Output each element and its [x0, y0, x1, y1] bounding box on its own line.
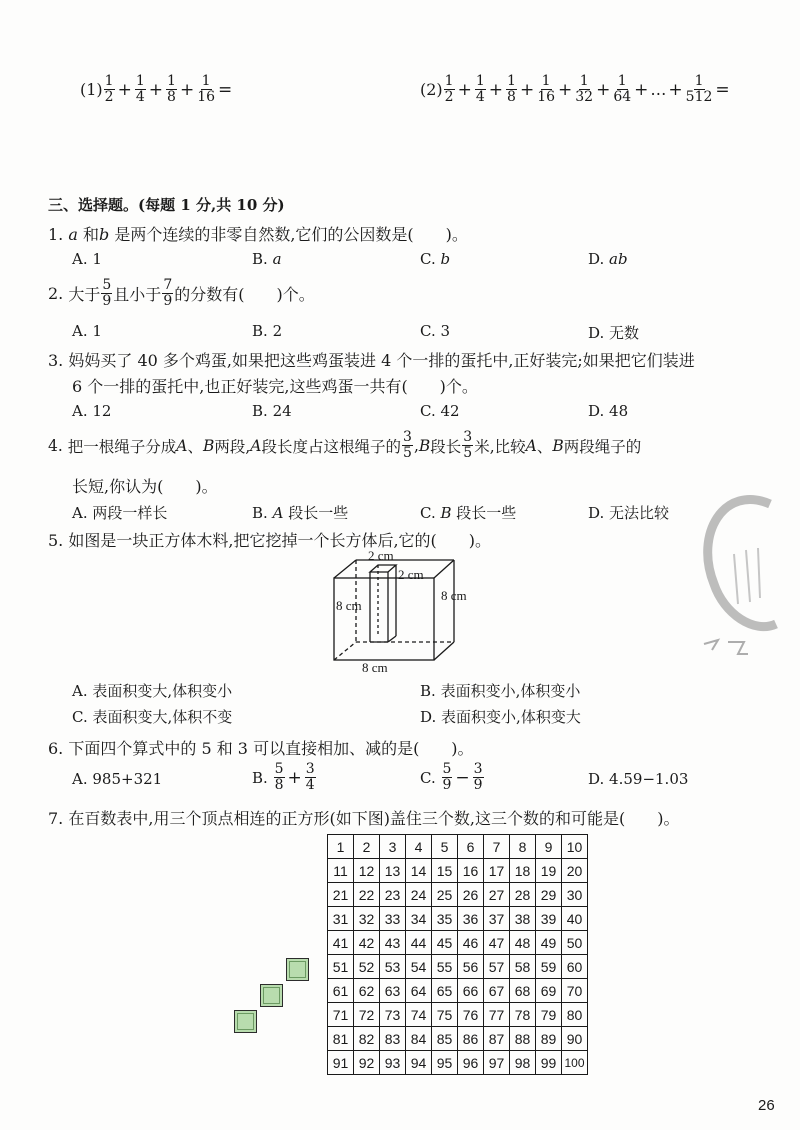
numerator: 1 — [135, 73, 145, 89]
question-text: 下面四个算式中的 5 和 3 可以直接相加、减的是( )。 — [68, 739, 474, 758]
fraction — [135, 74, 146, 105]
q5-option-a[interactable]: A. 表面积变大,体积变小 — [72, 682, 233, 700]
grid-cell: 24 — [406, 883, 432, 907]
fraction — [197, 74, 215, 105]
grid-cell: 75 — [432, 1003, 458, 1027]
q3-option-a[interactable]: A. 12 — [72, 402, 112, 420]
plus-sign: + — [179, 79, 195, 100]
fraction: $\frac{3}{4}$ — [305, 761, 315, 793]
numerator: 1 — [617, 73, 627, 89]
grid-cell: 61 — [328, 979, 354, 1003]
denominator: 512 — [685, 89, 713, 105]
fraction — [475, 74, 486, 105]
grid-cell: 14 — [406, 859, 432, 883]
question-number: 6. — [48, 739, 64, 758]
grid-cell: 3 — [380, 835, 406, 859]
var-a: a — [68, 225, 78, 244]
grid-row — [328, 859, 588, 883]
q4-option-b[interactable]: B. A 段长一些 — [252, 504, 349, 522]
grid-cell: 2 — [354, 835, 380, 859]
grid-cell: 46 — [458, 931, 484, 955]
fraction: $\frac{5}{9}$ — [442, 761, 452, 793]
plus-sign: + — [634, 79, 649, 100]
q2-option-a[interactable]: A. 1 — [72, 322, 102, 340]
question-4-line-2: 长短,你认为( )。 — [72, 477, 218, 496]
fraction — [537, 74, 555, 105]
q1-option-d[interactable]: D. ab — [588, 250, 628, 268]
denominator: 2 — [444, 89, 454, 105]
grid-cell: 39 — [536, 907, 562, 931]
grid-cell: 98 — [510, 1051, 536, 1075]
grid-cell: 58 — [510, 955, 536, 979]
grid-cell: 18 — [510, 859, 536, 883]
grid-cell: 43 — [380, 931, 406, 955]
denominator: 4 — [135, 89, 145, 105]
fraction — [613, 74, 631, 105]
plus-sign: + — [148, 79, 164, 100]
q6-option-d[interactable]: D. 4.59−1.03 — [588, 770, 689, 788]
plus-sign: + — [488, 79, 504, 100]
grid-cell: 84 — [406, 1027, 432, 1051]
grid-row — [328, 1003, 588, 1027]
section-title: 三、选择题。(每题 1 分,共 10 分) — [48, 196, 285, 214]
grid-cell: 27 — [484, 883, 510, 907]
fraction: $\frac{7}{9}$ — [163, 277, 173, 309]
question-7 — [48, 806, 680, 829]
grid-cell: 37 — [484, 907, 510, 931]
question-number: 7. — [48, 809, 64, 828]
plus-sign: + — [519, 79, 535, 100]
grid-cell: 80 — [562, 1003, 588, 1027]
grid-cell: 92 — [354, 1051, 380, 1075]
q4-option-c[interactable]: C. B 段长一些 — [420, 504, 517, 522]
ellipsis: … — [650, 80, 667, 99]
fraction: $\frac{3}{5}$ — [403, 429, 412, 461]
grid-cell: 6 — [458, 835, 484, 859]
question-text: 在百数表中,用三个顶点相连的正方形(如下图)盖住三个数,这三个数的和可能是( )。 — [68, 809, 680, 828]
question-text: 是两个连续的非零自然数,它们的公因数是( )。 — [109, 225, 468, 244]
grid-cell: 22 — [354, 883, 380, 907]
numerator: 1 — [541, 73, 551, 89]
fraction: $\frac{3}{5}$ — [463, 429, 473, 461]
question-text: 和 — [77, 225, 99, 244]
fraction — [104, 74, 115, 105]
numerator: 1 — [201, 73, 211, 89]
fraction: $\frac{3}{9}$ — [473, 761, 483, 793]
var-b: b — [99, 225, 110, 244]
grid-cell: 34 — [406, 907, 432, 931]
question-3 — [48, 348, 695, 371]
grid-cell: 99 — [536, 1051, 562, 1075]
grid-cell: 20 — [562, 859, 588, 883]
grid-cell: 32 — [354, 907, 380, 931]
q1-option-b[interactable]: B. a — [252, 250, 282, 268]
grid-row — [328, 955, 588, 979]
numerator: 1 — [104, 73, 114, 89]
grid-cell: 97 — [484, 1051, 510, 1075]
grid-cell: 9 — [536, 835, 562, 859]
grid-cell: 5 — [432, 835, 458, 859]
fraction: $\frac{5}{9}$ — [102, 277, 112, 309]
question-3-line-2: 6 个一排的蛋托中,也正好装完,这些鸡蛋一共有( )个。 — [72, 377, 478, 396]
grid-cell: 33 — [380, 907, 406, 931]
q4-option-d[interactable]: D. 无法比较 — [588, 504, 670, 522]
calc-2-label: (2) — [420, 80, 443, 99]
grid-cell: 67 — [484, 979, 510, 1003]
grid-cell: 51 — [328, 955, 354, 979]
grid-cell: 66 — [458, 979, 484, 1003]
grid-cell: 23 — [380, 883, 406, 907]
q3-option-b[interactable]: B. 24 — [252, 402, 292, 420]
question-text: 如图是一块正方体木料,把它挖掉一个长方体后,它的( )。 — [68, 531, 492, 550]
q5-option-c[interactable]: C. 表面积变大,体积不变 — [72, 708, 233, 726]
calc-problem-2 — [420, 74, 732, 105]
q5-option-b[interactable]: B. 表面积变小,体积变小 — [420, 682, 581, 700]
calc-problem-1 — [80, 74, 234, 105]
question-6 — [48, 736, 474, 759]
green-square-top — [286, 958, 309, 981]
grid-cell: 25 — [432, 883, 458, 907]
grid-cell: 81 — [328, 1027, 354, 1051]
hundred-chart — [327, 834, 588, 1075]
grid-cell: 55 — [432, 955, 458, 979]
page-number: 26 — [758, 1097, 775, 1114]
dim-right: 8 cm — [441, 588, 467, 603]
fraction — [575, 74, 593, 105]
grid-cell: 28 — [510, 883, 536, 907]
fraction — [444, 74, 455, 105]
calc-1-label: (1) — [80, 80, 103, 99]
plus-sign: + — [668, 79, 683, 100]
grid-cell: 65 — [432, 979, 458, 1003]
grid-cell: 57 — [484, 955, 510, 979]
plus-sign: + — [596, 79, 611, 100]
grid-cell: 21 — [328, 883, 354, 907]
grid-row — [328, 883, 588, 907]
grid-cell: 89 — [536, 1027, 562, 1051]
grid-cell: 60 — [562, 955, 588, 979]
grid-cell: 53 — [380, 955, 406, 979]
grid-row — [328, 931, 588, 955]
question-number: 4. — [48, 436, 63, 455]
grid-cell: 10 — [562, 835, 588, 859]
equals-sign: = — [715, 79, 730, 100]
grid-cell: 30 — [562, 883, 588, 907]
grid-cell: 35 — [432, 907, 458, 931]
denominator: 64 — [613, 89, 632, 105]
grid-cell: 79 — [536, 1003, 562, 1027]
denominator: 8 — [507, 89, 516, 105]
grid-cell: 94 — [406, 1051, 432, 1075]
grid-cell: 72 — [354, 1003, 380, 1027]
numerator: 1 — [444, 73, 454, 89]
question-text: 妈妈买了 40 多个鸡蛋,如果把这些鸡蛋装进 4 个一排的蛋托中,正好装完;如果把它们装进 — [68, 351, 695, 370]
grid-cell: 52 — [354, 955, 380, 979]
grid-cell: 11 — [328, 859, 354, 883]
q3-option-c[interactable]: C. 42 — [420, 402, 460, 420]
grid-cell: 13 — [380, 859, 406, 883]
fraction — [166, 74, 177, 105]
grid-cell: 29 — [536, 883, 562, 907]
question-text: 且小于 — [113, 285, 162, 304]
grid-cell: 91 — [328, 1051, 354, 1075]
plus-sign: + — [457, 79, 472, 100]
grid-cell: 38 — [510, 907, 536, 931]
question-text: 的分数有( )个。 — [174, 285, 315, 304]
grid-cell: 83 — [380, 1027, 406, 1051]
plus-sign: + — [117, 79, 132, 100]
grid-cell: 85 — [432, 1027, 458, 1051]
grid-cell: 71 — [328, 1003, 354, 1027]
grid-row — [328, 979, 588, 1003]
dim-small-side: 2 cm — [398, 567, 424, 582]
grid-cell: 15 — [432, 859, 458, 883]
denominator: 4 — [475, 89, 485, 105]
fraction: $\frac{5}{8}$ — [274, 761, 284, 793]
grid-cell: 41 — [328, 931, 354, 955]
q2-option-d[interactable]: D. 无数 — [588, 324, 640, 342]
grid-cell: 40 — [562, 907, 588, 931]
grid-cell: 44 — [406, 931, 432, 955]
grid-cell: 49 — [536, 931, 562, 955]
grid-row — [328, 1027, 588, 1051]
q4-option-a[interactable]: A. 两段一样长 — [72, 504, 168, 522]
grid-cell: 26 — [458, 883, 484, 907]
question-number: 3. — [48, 351, 64, 370]
q5-option-d[interactable]: D. 表面积变小,体积变大 — [420, 708, 581, 726]
equals-sign: = — [218, 79, 233, 100]
question-number: 2. — [48, 284, 64, 303]
grid-cell: 7 — [484, 835, 510, 859]
grid-cell: 56 — [458, 955, 484, 979]
grid-cell: 8 — [510, 835, 536, 859]
grid-cell: 64 — [406, 979, 432, 1003]
denominator: 16 — [197, 89, 216, 105]
question-number: 1. — [48, 225, 64, 244]
grid-cell: 12 — [354, 859, 380, 883]
q6-option-c[interactable]: C. $\frac{5}{9}$ − $\frac{3}{9}$ — [420, 761, 483, 793]
grid-cell: 78 — [510, 1003, 536, 1027]
grid-row — [328, 1051, 588, 1075]
grid-cell: 96 — [458, 1051, 484, 1075]
numerator: 1 — [475, 73, 485, 89]
grid-cell: 1 — [328, 835, 354, 859]
grid-cell: 90 — [562, 1027, 588, 1051]
dim-bottom: 8 cm — [362, 660, 388, 674]
grid-cell: 82 — [354, 1027, 380, 1051]
dim-top: 2 cm — [368, 548, 394, 563]
grid-cell: 50 — [562, 931, 588, 955]
grid-cell: 74 — [406, 1003, 432, 1027]
numerator: 1 — [694, 73, 704, 89]
grid-cell: 47 — [484, 931, 510, 955]
grid-cell: 88 — [510, 1027, 536, 1051]
numerator: 1 — [167, 73, 176, 89]
grid-cell: 68 — [510, 979, 536, 1003]
q1-option-a[interactable]: A. 1 — [72, 250, 102, 268]
fraction — [506, 74, 517, 105]
numerator: 1 — [507, 73, 516, 89]
grid-cell: 19 — [536, 859, 562, 883]
grid-cell: 69 — [536, 979, 562, 1003]
question-text: 大于 — [68, 285, 101, 304]
grid-cell: 73 — [380, 1003, 406, 1027]
green-square-bottom — [234, 1010, 257, 1033]
grid-cell: 31 — [328, 907, 354, 931]
grid-cell: 76 — [458, 1003, 484, 1027]
question-1 — [48, 222, 468, 245]
question-2 — [48, 278, 315, 309]
fraction — [686, 74, 713, 105]
grid-cell: 17 — [484, 859, 510, 883]
grid-cell: 77 — [484, 1003, 510, 1027]
q6-option-b[interactable]: B. $\frac{5}{8}$ + $\frac{3}{4}$ — [252, 761, 315, 793]
stamp-watermark — [684, 474, 784, 674]
q2-option-c[interactable]: C. 3 — [420, 322, 451, 340]
numerator: 1 — [579, 73, 589, 89]
grid-cell: 59 — [536, 955, 562, 979]
grid-cell: 87 — [484, 1027, 510, 1051]
grid-cell: 100 — [562, 1051, 588, 1075]
grid-row — [328, 835, 588, 859]
grid-cell: 95 — [432, 1051, 458, 1075]
denominator: 16 — [537, 89, 556, 105]
denominator: 2 — [104, 89, 114, 105]
denominator: 8 — [167, 89, 176, 105]
q3-option-d[interactable]: D. 48 — [588, 402, 629, 420]
grid-cell: 86 — [458, 1027, 484, 1051]
plus-sign: + — [558, 79, 573, 100]
grid-cell: 54 — [406, 955, 432, 979]
q2-option-b[interactable]: B. 2 — [252, 322, 283, 340]
q1-option-c[interactable]: C. b — [420, 250, 451, 268]
grid-cell: 63 — [380, 979, 406, 1003]
grid-cell: 93 — [380, 1051, 406, 1075]
grid-cell: 62 — [354, 979, 380, 1003]
grid-cell: 42 — [354, 931, 380, 955]
denominator: 32 — [575, 89, 594, 105]
grid-cell: 48 — [510, 931, 536, 955]
green-square-middle — [260, 984, 283, 1007]
grid-cell: 16 — [458, 859, 484, 883]
cube-figure — [320, 548, 490, 674]
grid-cell: 45 — [432, 931, 458, 955]
grid-cell: 4 — [406, 835, 432, 859]
question-number: 5. — [48, 531, 64, 550]
grid-cell: 36 — [458, 907, 484, 931]
grid-row — [328, 907, 588, 931]
q6-option-a[interactable]: A. 985+321 — [72, 770, 163, 788]
question-4: 4. 把一根绳子分成 A 、 B 两段, A 段长度占这根绳子的 $\frac{3}{5}$ , B 段长 $\frac{3}{5}$ 米,比较 A 、 B 两段绳子的 — [48, 429, 642, 461]
grid-cell: 70 — [562, 979, 588, 1003]
dim-inner-height: 8 cm — [336, 598, 362, 613]
